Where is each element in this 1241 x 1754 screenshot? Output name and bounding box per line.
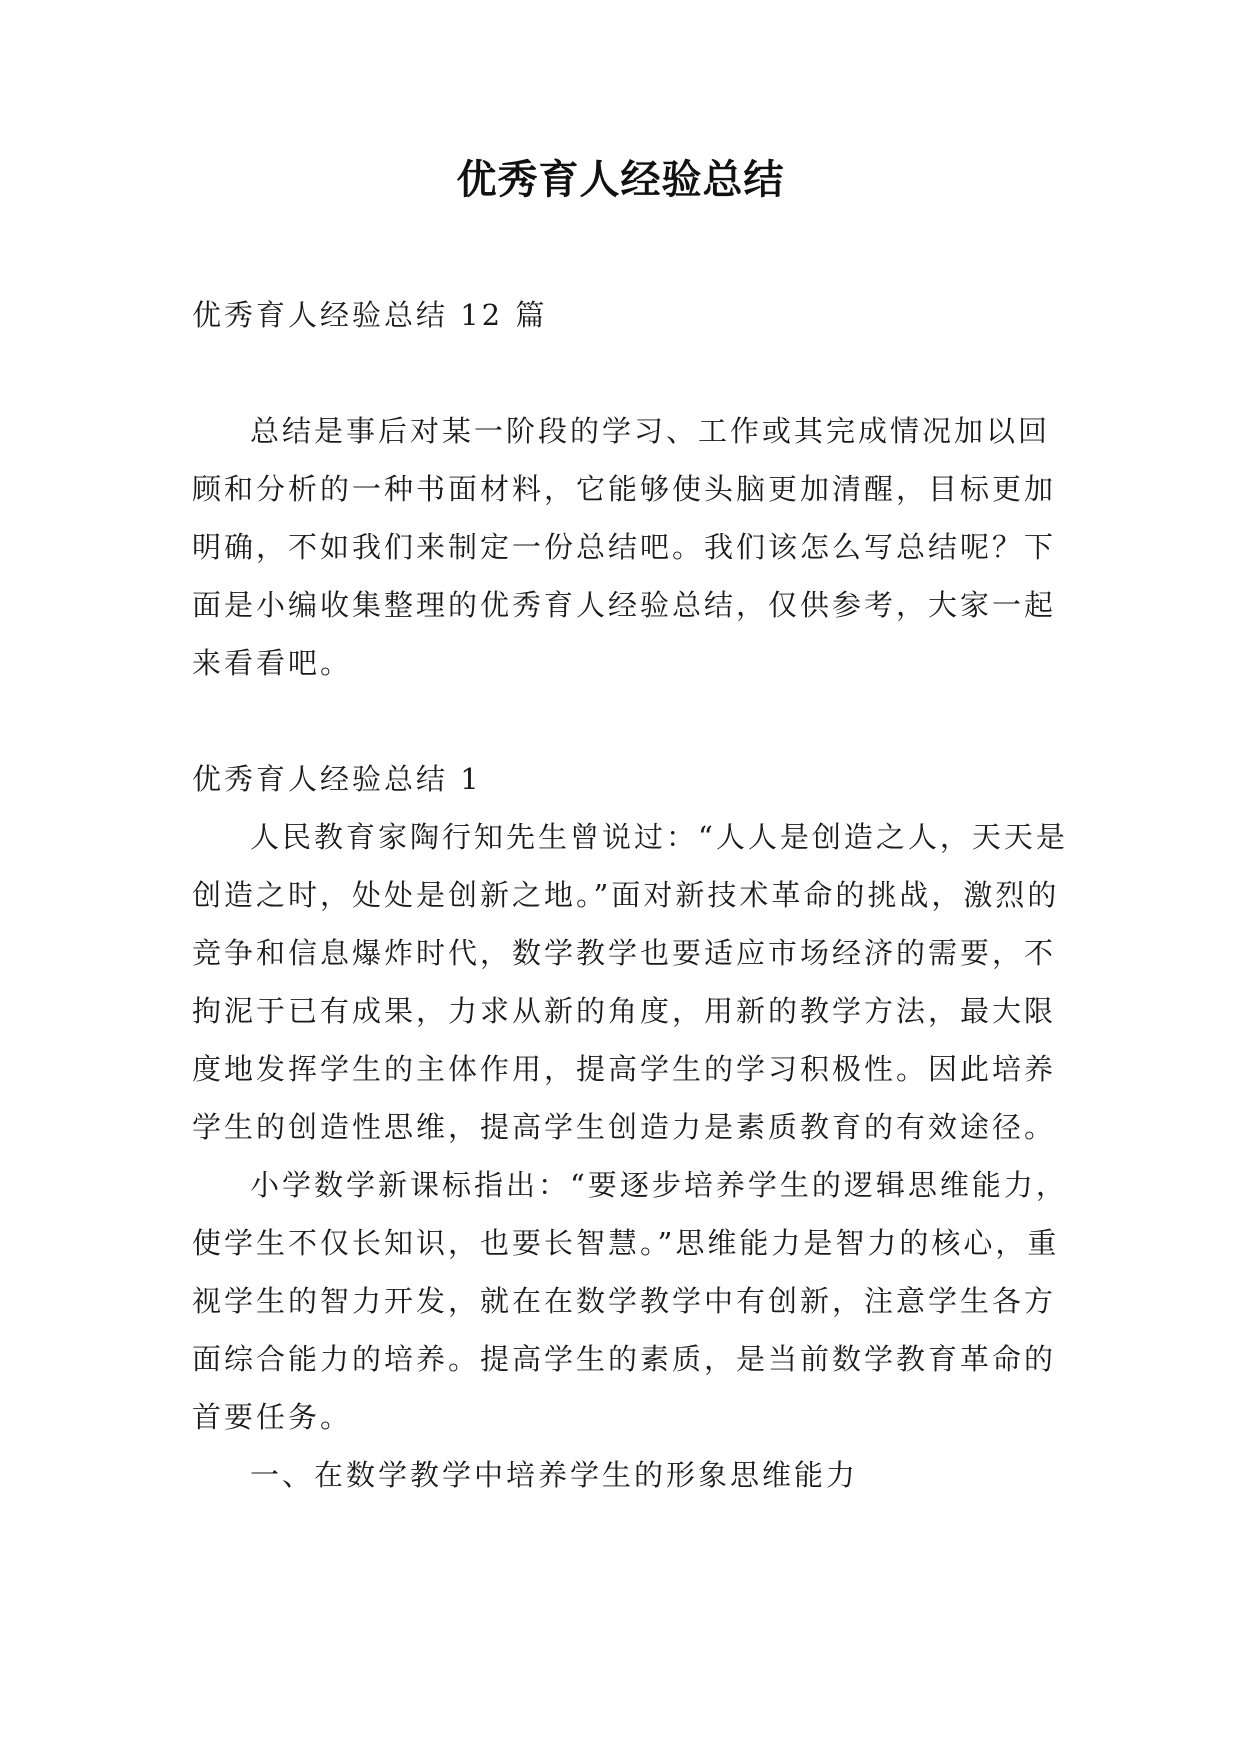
document-subtitle: 优秀育人经验总结 12 篇 — [192, 298, 548, 332]
section-title: 优秀育人经验总结 1 — [192, 762, 482, 796]
intro-paragraph: 总结是事后对某一阶段的学习、工作或其完成情况加以回顾和分析的一种书面材料，它能够使头脑更加清醒，目标更加明确，不如我们来制定一份总结吧。我们该怎么写总结呢？下面是小编收集整理的优秀育人经验总结，仅供参考，大家一起来看看吧。 — [192, 414, 1057, 680]
body-paragraph: 人民教育家陶行知先生曾说过：“人人是创造之人，天天是创造之时，处处是创新之地。”面对新技术革命的挑战，激烈的竞争和信息爆炸时代，数学教学也要适应市场经济的需要，不拘泥于已有成果，力求从新的角度，用新的教学方法，最大限度地发挥学生的主体作用，提高学生的学习积极性。因此培养学生的创造性思维，提高学生创造力是素质教育的有效途径。 — [192, 820, 1068, 1144]
body-paragraph: 小学数学新课标指出：“要逐步培养学生的逻辑思维能力，使学生不仅长知识，也要长智慧。”思维能力是智力的核心，重视学生的智力开发，就在在数学教学中有创新，注意学生各方面综合能力的培养。提高学生的素质，是当前数学教育革命的首要任务。 — [192, 1168, 1068, 1434]
subsection-heading: 一、在数学教学中培养学生的形象思维能力 — [250, 1458, 859, 1492]
document-body — [192, 286, 1072, 1504]
document-title: 优秀育人经验总结 — [456, 156, 785, 203]
